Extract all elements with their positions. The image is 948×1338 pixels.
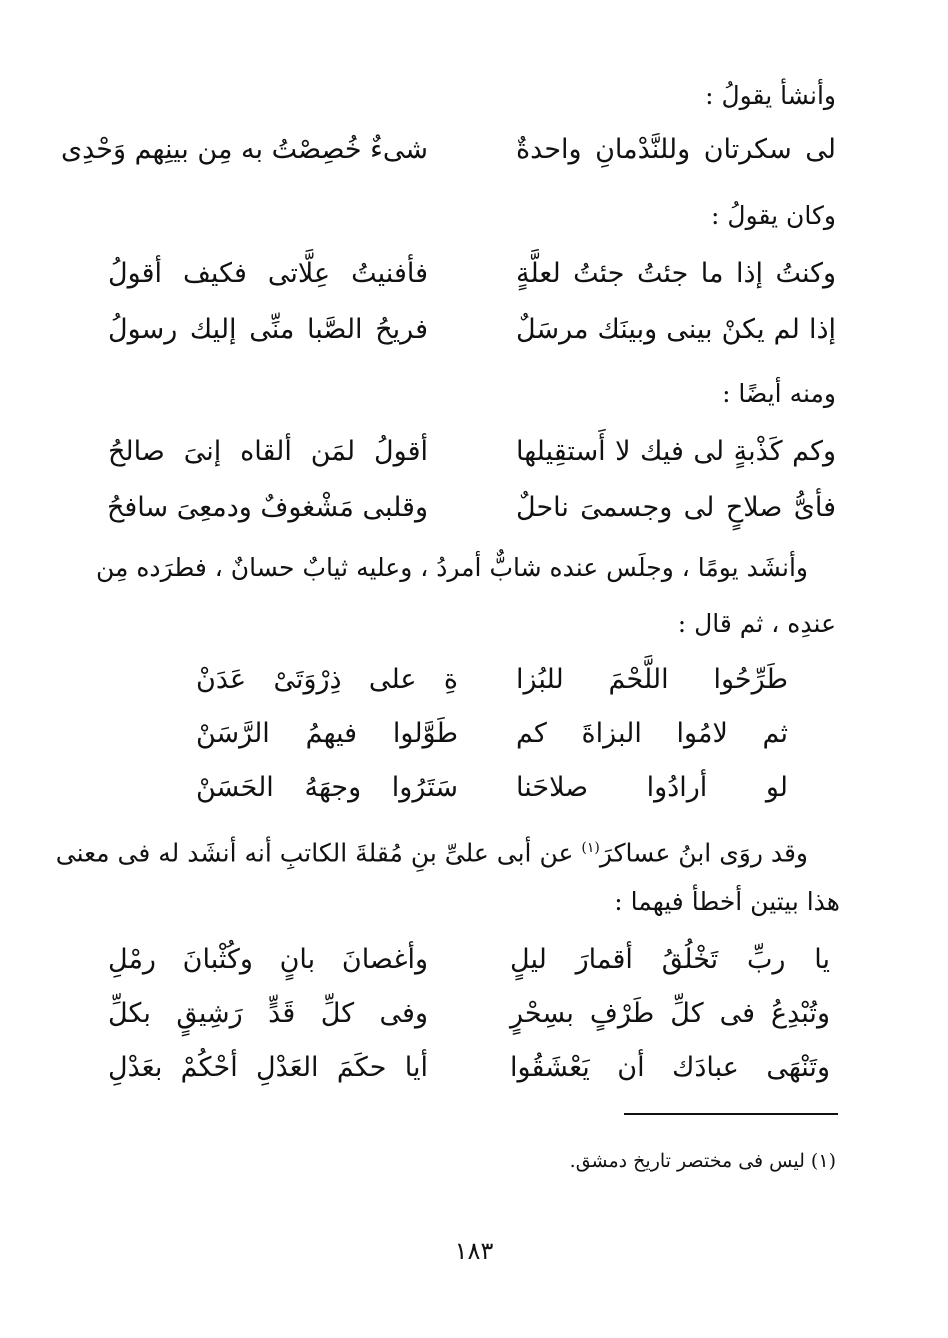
intro-line: وكان يقولُ : (711, 201, 836, 230)
footnote-marker: (١) (581, 840, 600, 856)
verse-hemistich: لو أرادُوا صلاحَنا (516, 772, 788, 803)
verse-hemistich: طَرِّحُوا اللَّحْمَ للبُزا (516, 664, 788, 695)
verse-hemistich: لى سكرتان وللنَّدْمانِ واحدةٌ (516, 134, 836, 165)
verse-hemistich: وفى كلِّ قَدٍّ رَشِيقٍ بكلِّ (108, 998, 428, 1029)
verse-hemistich: وكم كَذْبةٍ لى فيك لا أَستقِيلها (516, 436, 836, 467)
prose-text: عن أبى علىِّ بنِ مُقلةَ الكاتبِ أنه أنشَد له فى معنى (55, 838, 582, 868)
verse-hemistich: وكنتُ إذا ما جئتُ جئتُ لعلَّةٍ (516, 258, 836, 289)
verse-hemistich: سَتَرُوا وجهَهُ الحَسَنْ (196, 772, 458, 803)
prose-line (55, 828, 808, 873)
intro-line: وأنشأ يقولُ : (705, 81, 836, 110)
verse-hemistich: إذا لم يكنْ بينى وبينَك مرسَلٌ (516, 314, 836, 345)
verse-hemistich: وقلبى مَشْغوفٌ ودمعِىَ سافحُ (106, 492, 428, 523)
verse-hemistich: أيا حكَمَ العَدْلِ أحْكُمْ بعَدْلِ (108, 1052, 428, 1083)
page-number: ١٨٣ (454, 1237, 494, 1265)
prose-line: وأنشَد يومًا ، وجلَس عنده شابٌّ أمردُ ، وعليه ثيابٌ حسانٌ ، فطرَده مِن (95, 553, 808, 582)
prose-text: وقد روَى ابنُ عساكرَ (599, 838, 808, 868)
verse-hemistich: ةِ على ذِرْوَتَىْ عَدَنْ (196, 664, 458, 695)
prose-line: هذا بيتين أخطأ فيهما : (614, 887, 840, 916)
footnote-separator (624, 1113, 838, 1115)
intro-line: ومنه أيضًا : (722, 379, 836, 408)
verse-hemistich: طَوَّلوا فيهمُ الرَّسَنْ (196, 718, 458, 749)
verse-hemistich: فريحُ الصَّبا منِّى إليك رسولُ (108, 314, 428, 345)
verse-hemistich: وتُبْدِعُ فى كلِّ طَرْفٍ بسِحْرٍ (510, 998, 830, 1029)
verse-hemistich: فأفنيتُ عِلَّاتى فكيف أقولُ (108, 258, 428, 289)
verse-hemistich: أقولُ لمَن ألقاه إنىَ صالحُ (108, 436, 428, 467)
verse-hemistich: ثم لامُوا البزاةَ كم (516, 718, 788, 749)
verse-hemistich: فأىُّ صلاحٍ لى وجسمىَ ناحلٌ (516, 492, 836, 523)
verse-hemistich: وأغصانَ بانٍ وكُثْبانَ رمْلِ (108, 944, 428, 975)
verse-hemistich: شىءٌ خُصِصْتُ به مِن بينِهم وَحْدِى (60, 134, 428, 165)
prose-line: عندِه ، ثم قال : (677, 609, 836, 638)
verse-hemistich: وتَنْهَى عبادَك أن يَعْشَقُوا (510, 1052, 830, 1083)
verse-hemistich: يا ربِّ تَخْلُقُ أقمارَ ليلٍ (510, 944, 830, 975)
footnote: (١) ليس فى مختصر تاريخ دمشق. (569, 1150, 836, 1172)
